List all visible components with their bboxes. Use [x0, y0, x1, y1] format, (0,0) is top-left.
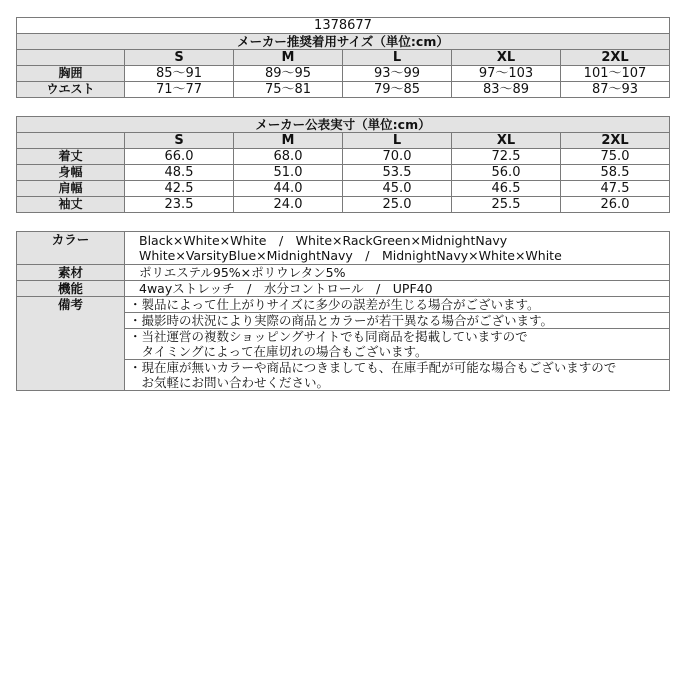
table-row — [17, 165, 670, 181]
cell-value: 46.5 — [452, 181, 561, 197]
size-header: M — [234, 133, 343, 149]
product-id: 1378677 — [17, 18, 670, 34]
cell-value: 66.0 — [125, 149, 234, 165]
cell-value: 26.0 — [561, 197, 670, 213]
row-label: ウエスト — [17, 82, 125, 98]
cell-value: 68.0 — [234, 149, 343, 165]
cell-value: 44.0 — [234, 181, 343, 197]
size-header: M — [234, 50, 343, 66]
cell-value: 25.0 — [343, 197, 452, 213]
notes-label: 備考 — [17, 297, 125, 391]
actual-title: メーカー公表実寸（単位:cm） — [17, 117, 670, 133]
cell-value: 97～103 — [452, 66, 561, 82]
cell-value: 79～85 — [343, 82, 452, 98]
material-row — [17, 265, 670, 281]
note-item: ・製品によって仕上がりサイズに多少の誤差が生じる場合がございます。 — [125, 297, 670, 313]
row-label: 身幅 — [17, 165, 125, 181]
size-header-row — [17, 50, 670, 66]
cell-value: 45.0 — [343, 181, 452, 197]
cell-value: 48.5 — [125, 165, 234, 181]
size-header: 2XL — [561, 133, 670, 149]
cell-value: 87～93 — [561, 82, 670, 98]
cell-value: 53.5 — [343, 165, 452, 181]
cell-value: 75～81 — [234, 82, 343, 98]
color-row — [17, 232, 670, 265]
cell-value: 70.0 — [343, 149, 452, 165]
cell-value: 85～91 — [125, 66, 234, 82]
size-header: XL — [452, 50, 561, 66]
note-item — [125, 329, 670, 360]
function-value: 4wayストレッチ / 水分コントロール / UPF40 — [125, 281, 670, 297]
cell-value: 93～99 — [343, 66, 452, 82]
note-line: ・現在庫が無いカラーや商品につきましても、在庫手配が可能な場合もございますので — [129, 360, 617, 375]
cell-value: 71～77 — [125, 82, 234, 98]
cell-value: 25.5 — [452, 197, 561, 213]
size-header-row — [17, 133, 670, 149]
table-row — [17, 66, 670, 82]
row-label: 肩幅 — [17, 181, 125, 197]
product-details-table — [16, 231, 670, 391]
function-row — [17, 281, 670, 297]
cell-value: 42.5 — [125, 181, 234, 197]
cell-value: 47.5 — [561, 181, 670, 197]
note-line: ・当社運営の複数ショッピングサイトでも同商品を掲載していますので — [129, 329, 528, 344]
cell-value: 58.5 — [561, 165, 670, 181]
cell-value: 101～107 — [561, 66, 670, 82]
recommended-size-table — [16, 17, 670, 98]
note-line: お気軽にお問い合わせください。 — [129, 375, 330, 390]
note-line: タイミングによって在庫切れの場合もございます。 — [129, 344, 428, 359]
row-label: 袖丈 — [17, 197, 125, 213]
size-header: S — [125, 50, 234, 66]
table-row — [17, 181, 670, 197]
material-label: 素材 — [17, 265, 125, 281]
color-line: White×VarsityBlue×MidnightNavy / MidnightNavy×White×White — [139, 248, 562, 263]
function-label: 機能 — [17, 281, 125, 297]
note-item: ・撮影時の状況により実際の商品とカラーが若干異なる場合がございます。 — [125, 313, 670, 329]
cell-value: 75.0 — [561, 149, 670, 165]
cell-value: 83～89 — [452, 82, 561, 98]
cell-value: 56.0 — [452, 165, 561, 181]
table-row — [17, 82, 670, 98]
material-value: ポリエステル95%×ポリウレタン5% — [125, 265, 670, 281]
size-header: XL — [452, 133, 561, 149]
cell-value: 24.0 — [234, 197, 343, 213]
table-row — [17, 197, 670, 213]
size-header: L — [343, 50, 452, 66]
row-label: 胸囲 — [17, 66, 125, 82]
actual-size-table — [16, 116, 670, 213]
table-row — [17, 149, 670, 165]
size-header: L — [343, 133, 452, 149]
corner-cell — [17, 50, 125, 66]
cell-value: 72.5 — [452, 149, 561, 165]
cell-value: 23.5 — [125, 197, 234, 213]
size-header: S — [125, 133, 234, 149]
notes-row — [17, 297, 670, 313]
color-label: カラー — [17, 232, 125, 265]
row-label: 着丈 — [17, 149, 125, 165]
cell-value: 51.0 — [234, 165, 343, 181]
color-list — [125, 232, 670, 265]
recommended-title: メーカー推奨着用サイズ（単位:cm） — [17, 34, 670, 50]
note-item — [125, 360, 670, 391]
size-header: 2XL — [561, 50, 670, 66]
color-line: Black×White×White / White×RackGreen×MidnightNavy — [139, 233, 508, 248]
corner-cell — [17, 133, 125, 149]
cell-value: 89～95 — [234, 66, 343, 82]
